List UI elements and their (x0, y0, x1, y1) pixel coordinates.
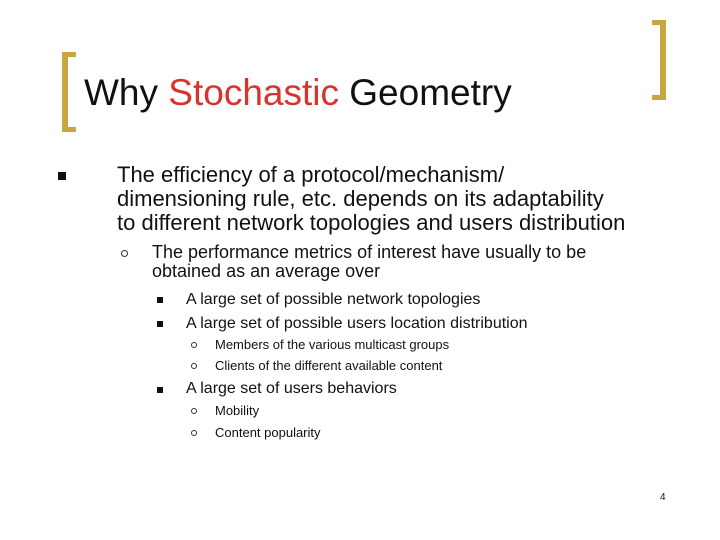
bullet-level2 (152, 243, 586, 281)
title-bracket-right (660, 20, 666, 100)
bullet-level4: Members of the various multicast groups (215, 337, 450, 352)
title-bracket-left-bottom (62, 127, 76, 132)
title-text-after: Geometry (338, 72, 512, 113)
ring-bullet-icon (191, 408, 197, 414)
title-text-before: Why (84, 72, 169, 113)
page-number: 4 (660, 492, 666, 503)
ring-bullet-icon (121, 250, 128, 257)
bullet-level4: Clients of the different available content (215, 358, 443, 373)
bullet-level3: A large set of users behaviors (186, 380, 397, 397)
ring-bullet-icon (191, 342, 197, 348)
bullet-level4: Mobility (215, 403, 260, 418)
bullet-level1-line: to different network topologies and users distribution (117, 210, 626, 235)
bullet-level3: A large set of possible users location distribution (186, 315, 528, 332)
ring-bullet-icon (191, 430, 197, 436)
square-bullet-icon (58, 172, 66, 180)
ring-bullet-icon (191, 363, 197, 369)
bullet-level4: Content popularity (215, 425, 321, 440)
title-bracket-left (62, 52, 68, 132)
square-bullet-icon (157, 321, 163, 327)
square-bullet-icon (157, 387, 163, 393)
bullet-level1 (117, 163, 625, 235)
slide-title (84, 70, 512, 116)
title-accent-word: Stochastic (168, 72, 339, 113)
square-bullet-icon (157, 297, 163, 303)
bullet-level2-line: obtained as an average over (152, 261, 381, 281)
title-bracket-right-top (652, 20, 666, 25)
bullet-level1-line: dimensioning rule, etc. depends on its adaptability (117, 186, 604, 211)
title-bracket-right-bottom (652, 95, 666, 100)
title-bracket-left-top (62, 52, 76, 57)
bullet-level1-line: The efficiency of a protocol/mechanism/ (117, 162, 505, 187)
bullet-level2-line: The performance metrics of interest have usually to be (152, 242, 587, 262)
bullet-level3: A large set of possible network topologies (186, 291, 481, 308)
